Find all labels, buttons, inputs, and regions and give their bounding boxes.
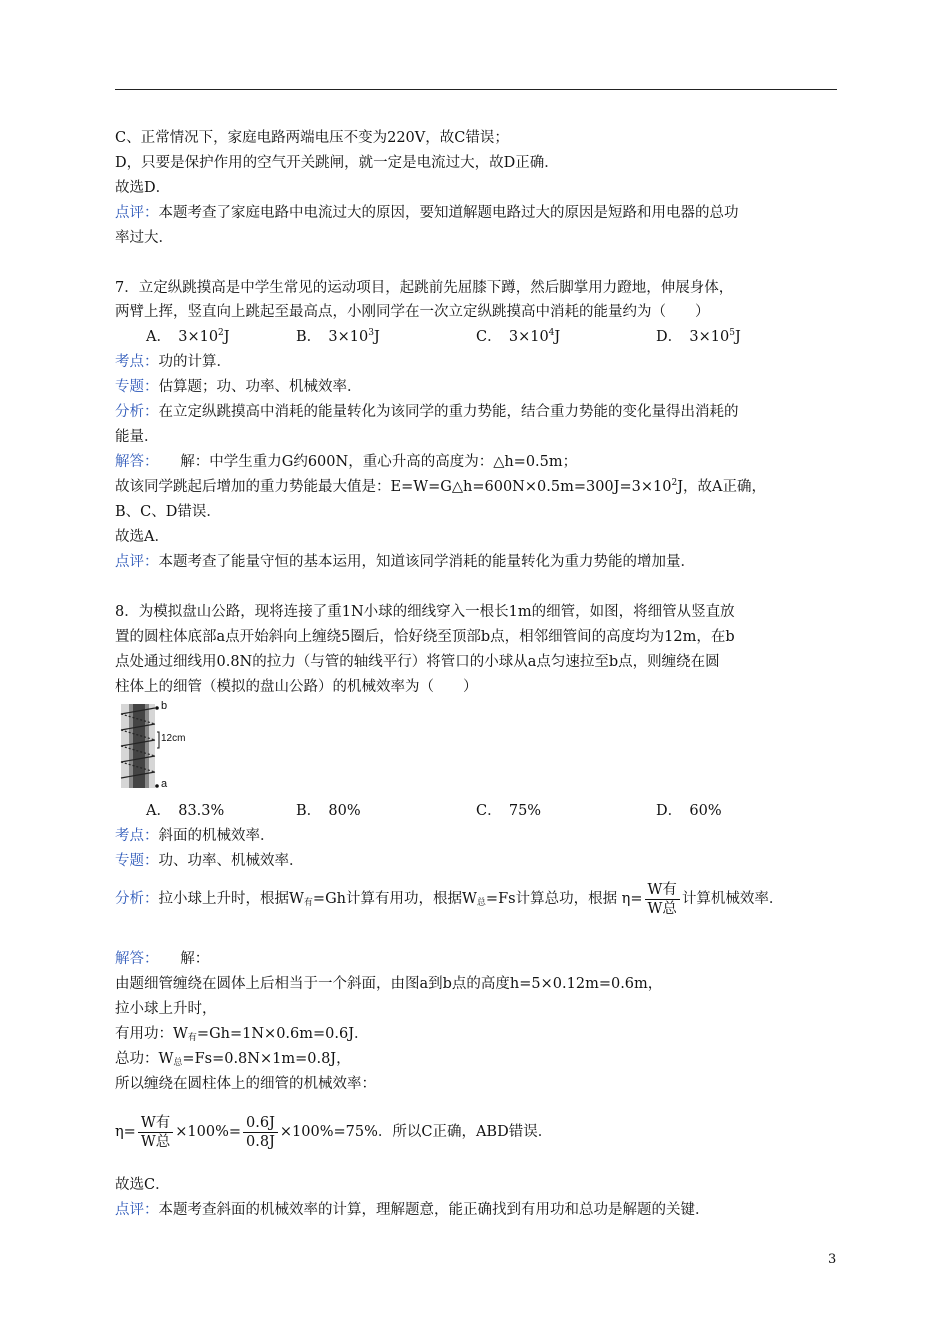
knowledge-point: 考点：斜面的机械效率．	[115, 828, 275, 844]
solution-line: 故该同学跳起后增加的重力势能最大值是：$E=W=G\triangle h=600N\times 0.5m=300J=3\times 10^2J$，故A正确，	[115, 478, 766, 495]
solution-line: 由题细管缠绕在圆体上后相当于一个斜面，由图a到b点的高度h=5×0.12m=0.6m，	[115, 976, 663, 992]
comment-line	[115, 203, 739, 223]
option-b: B． 80%	[296, 803, 361, 819]
solution-line: 所以缠绕在圆柱体上的细管的机械效率：	[115, 1076, 376, 1092]
figure-label-height: 12cm	[161, 733, 186, 744]
analysis: 分析：在立定纵跳摸高中消耗的能量转化为该同学的重力势能，结合重力势能的变化量得出消耗的	[115, 404, 739, 420]
text-line: 率过大．	[115, 230, 173, 246]
option-d: D． 60%	[656, 803, 722, 819]
figure-label-a: a	[161, 778, 168, 790]
comment-text: 本题考查了家庭电路中电流过大的原因，要知道解题电路过大的原因是短路和用电器的总功	[158, 205, 739, 221]
cylinder-figure	[117, 700, 186, 794]
question-8-stem: 8．为模拟盘山公路，现将连接了重1N小球的细线穿入一根长1m的细管，如图，将细管从竖直放	[115, 604, 735, 620]
topic: 专题：估算题；功、功率、机械效率．	[115, 379, 362, 395]
option-a: A． $3\times 10^2J$	[146, 328, 230, 345]
analysis: 分析：拉小球上升时，根据$W_有=Gh$计算有用功，根据$W_总=Fs$计算总功，根据 η= $\frac{\text{W有}}{\text{W总}}$ 计算机械效率．	[115, 881, 784, 917]
solution-line: 故选C．	[115, 1177, 170, 1193]
option-b: B． $3\times 10^3J$	[296, 328, 380, 345]
option-a: A． 83.3%	[146, 803, 225, 819]
solution-line: 有用功：$W_有=Gh=1N\times 0.6m=0.6J$．	[115, 1026, 369, 1043]
solution-line: 故选A．	[115, 529, 169, 545]
solution-line: 总功：$W_总=Fs=0.8N\times 1m=0.8J$，	[115, 1051, 351, 1068]
question-8-stem: 柱体上的细管（模拟的盘山公路）的机械效率为（ ）	[115, 679, 478, 695]
solution: 解答： 解：	[115, 951, 210, 967]
option-c: C． 75%	[476, 803, 542, 819]
question-7-stem: 两臂上挥，竖直向上跳起至最高点，小刚同学在一次立定纵跳摸高中消耗的能量约为（ ）	[115, 304, 710, 320]
efficiency-equation: η= $\frac{\text{W有}}{\text{W总}}$ ×100%= $\frac{0.6J}{0.8J}$ ×100%=75%．所以C正确，ABD错误．	[115, 1114, 553, 1150]
analysis-cont: 能量．	[115, 429, 159, 445]
text-line: D，只要是保护作用的空气开关跳闸，就一定是电流过大，故D正确．	[115, 155, 559, 171]
comment: 点评：本题考查了能量守恒的基本运用，知道该同学消耗的能量转化为重力势能的增加量．	[115, 554, 695, 570]
text-line: 故选D．	[115, 180, 171, 196]
solution: 解答： 解：中学生重力G约600N，重心升高的高度为：△h=0.5m；	[115, 454, 578, 470]
option-c: C． $3\times 10^4J$	[476, 328, 561, 345]
topic: 专题：功、功率、机械效率．	[115, 853, 304, 869]
knowledge-point: 考点：功的计算．	[115, 354, 231, 370]
page-number: 3	[828, 1252, 837, 1267]
question-8-stem: 点处通过细线用0.8N的拉力（与管的轴线平行）将管口的小球从a点匀速拉至b点，则缠绕在圆	[115, 654, 720, 670]
question-7-stem: 7．立定纵跳摸高是中学生常见的运动项目，起跳前先屈膝下蹲，然后脚掌用力蹬地，伸展身体，	[115, 280, 734, 296]
option-d: D． $3\times 10^5J$	[656, 328, 741, 345]
solution-line: B、C、D错误．	[115, 504, 221, 520]
comment-tag: 点评：	[115, 205, 159, 221]
comment: 点评：本题考查斜面的机械效率的计算，理解题意，能正确找到有用功和总功是解题的关键．	[115, 1202, 710, 1218]
header-rule	[115, 89, 837, 90]
text-line: C、正常情况下，家庭电路两端电压不变为220V，故C错误；	[115, 130, 509, 146]
solution-line: 拉小球上升时，	[115, 1001, 217, 1017]
efficiency-fraction: $\frac{\text{W有}}{\text{W总}}$	[645, 881, 680, 918]
question-8-stem: 置的圆柱体底部a点开始斜向上缠绕5圈后，恰好绕至顶部b点，相邻细管间的高度均为12m，在b	[115, 629, 735, 645]
figure-label-b: b	[161, 700, 168, 712]
